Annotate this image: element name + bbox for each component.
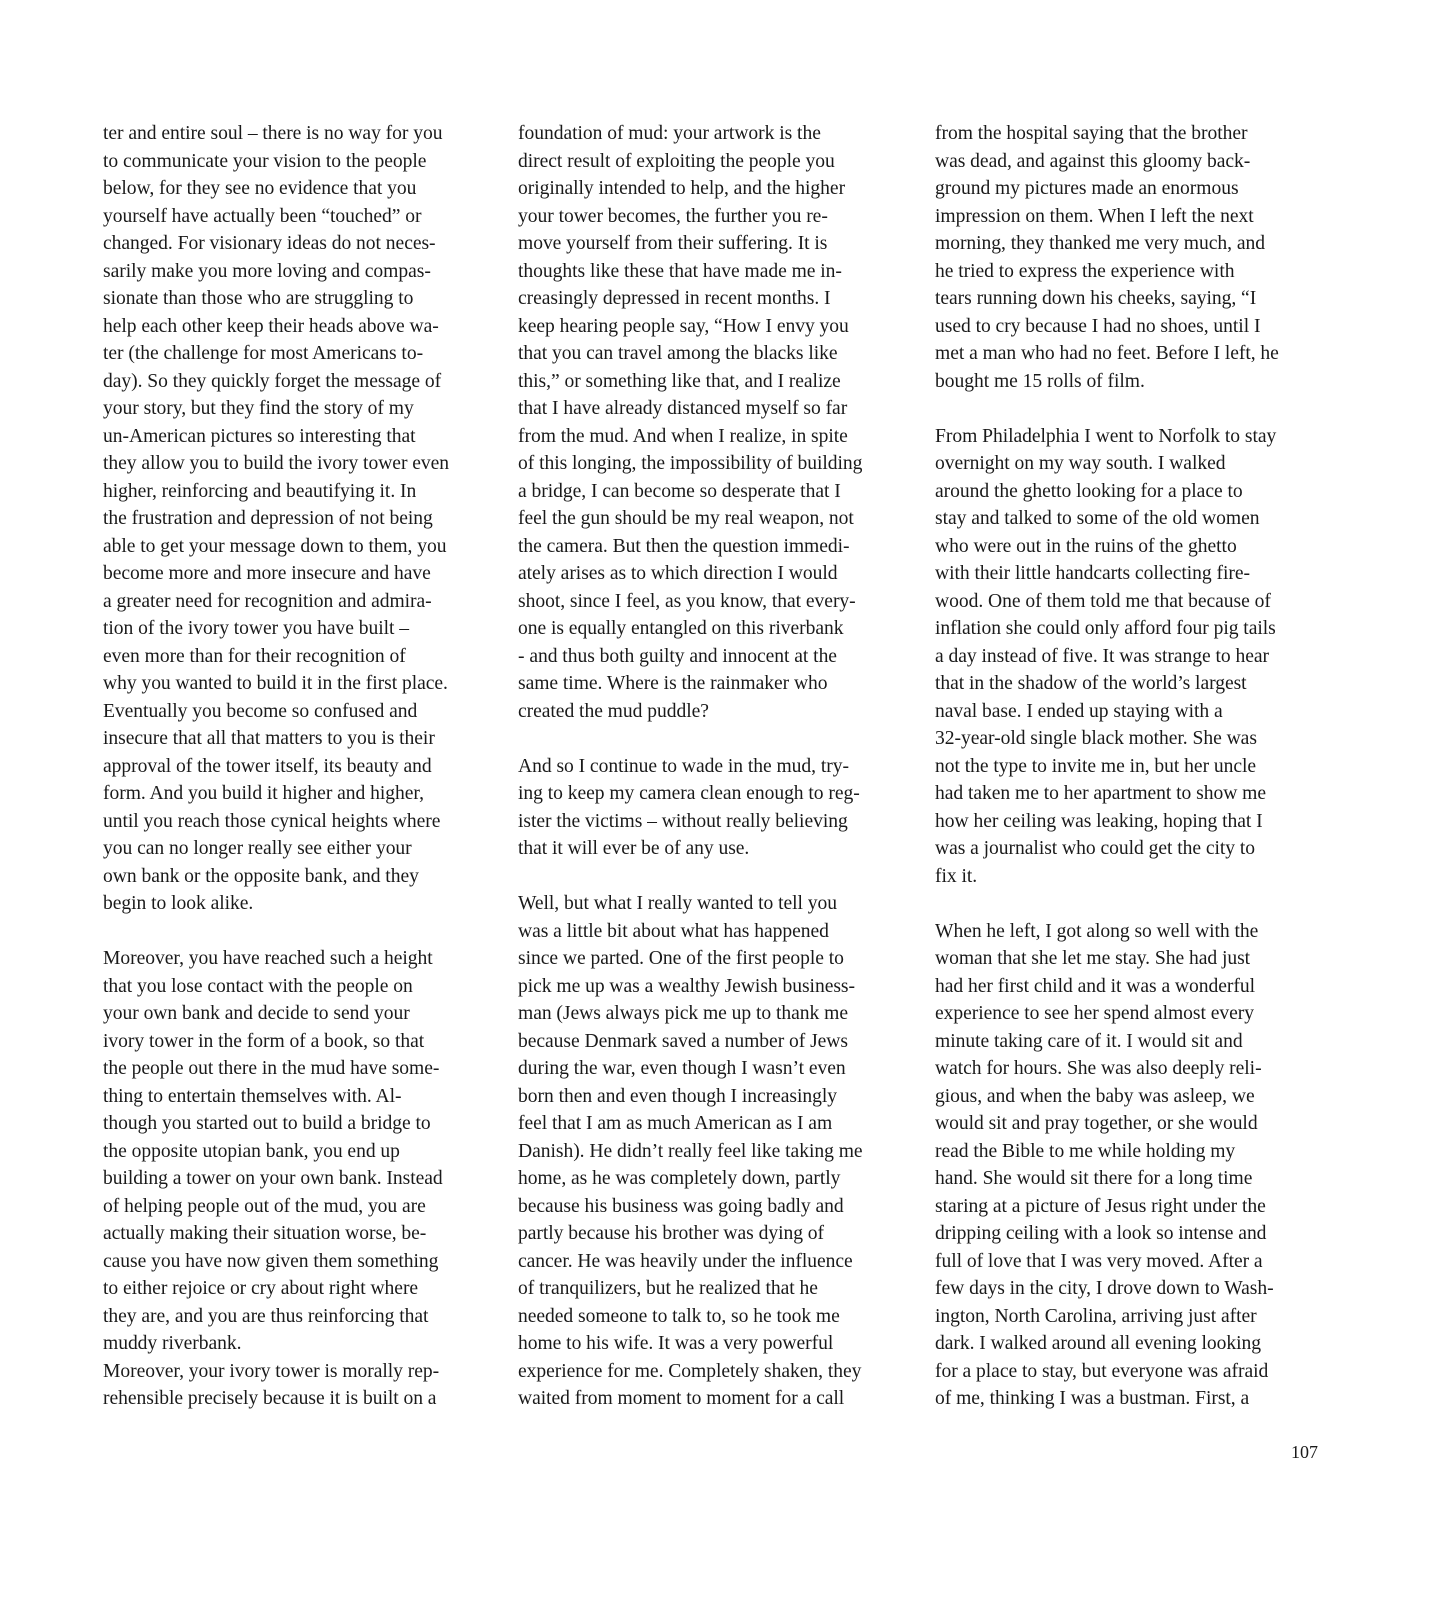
text-line: tears running down his cheeks, saying, “I: [935, 288, 1257, 309]
text-line: cause you have now given them something: [103, 1250, 439, 1272]
text-line: for a place to stay, but everyone was afraid: [935, 1360, 1269, 1382]
text-line: ately arises as to which direction I would: [518, 563, 838, 584]
text-line: since we parted. One of the first people to: [518, 948, 844, 969]
text-line: hand. She would sit there for a long time: [935, 1168, 1253, 1189]
text-line: building a tower on your own bank. Instead: [103, 1168, 443, 1189]
text-line: fix it.: [935, 865, 978, 887]
text-line: rehensible precisely because it is built on a: [103, 1388, 437, 1409]
text-line: had her first child and it was a wonderful: [935, 975, 1256, 997]
text-line: wood. One of them told me that because of: [935, 590, 1271, 612]
text-line: a greater need for recognition and admira-: [103, 590, 432, 612]
text-line: thoughts like these that have made me in-: [518, 260, 842, 282]
text-line: ivory tower in the form of a book, so that: [103, 1030, 425, 1052]
text-line: below, for they see no evidence that you: [103, 178, 417, 199]
text-line: he tried to express the experience with: [935, 260, 1235, 282]
text-line: waited from moment to moment for a call: [518, 1388, 845, 1409]
text-line: a bridge, I can become so desperate that I: [518, 480, 841, 502]
text-line: of helping people out of the mud, you are: [103, 1195, 426, 1217]
text-line: from the mud. And when I realize, in spite: [518, 425, 848, 447]
text-line: to communicate your vision to the people: [103, 150, 427, 172]
text-line: Moreover, your ivory tower is morally rep-: [103, 1360, 440, 1382]
text-line: cancer. He was heavily under the influence: [518, 1250, 853, 1272]
text-line: was a little bit about what has happened: [518, 920, 829, 942]
text-line: the opposite utopian bank, you end up: [103, 1140, 400, 1162]
text-line: that you lose contact with the people on: [103, 975, 413, 997]
text-line: direct result of exploiting the people you: [518, 150, 835, 172]
paragraph: [935, 918, 1335, 1413]
text-line: originally intended to help, and the higher: [518, 178, 846, 199]
text-line: who were out in the ruins of the ghetto: [935, 535, 1237, 557]
text-line: higher, reinforcing and beautifying it. In: [103, 480, 417, 502]
text-line: man (Jews always pick me up to thank me: [518, 1003, 848, 1024]
text-line: around the ghetto looking for a place to: [935, 480, 1243, 502]
text-line: would sit and pray together, or she would: [935, 1113, 1258, 1134]
text-column-3: [935, 120, 1335, 1413]
text-line: of this longing, the impossibility of building: [518, 453, 863, 474]
text-line: they allow you to build the ivory tower even: [103, 453, 450, 474]
text-line: your own bank and decide to send your: [103, 1003, 410, 1024]
text-line: met a man who had no feet. Before I left, he: [935, 343, 1279, 364]
text-line: Danish). He didn’t really feel like taking me: [518, 1140, 863, 1162]
paragraph: [518, 890, 918, 1413]
paragraph: [103, 120, 503, 918]
text-line: overnight on my way south. I walked: [935, 453, 1226, 474]
text-line: From Philadelphia I went to Norfolk to stay: [935, 425, 1277, 447]
text-line: because his business was going badly and: [518, 1195, 844, 1217]
text-line: you can no longer really see either your: [103, 838, 412, 859]
text-line: home, as he was completely down, partly: [518, 1168, 841, 1189]
text-line: how her ceiling was leaking, hoping that I: [935, 810, 1263, 832]
text-line: full of love that I was very moved. After a: [935, 1250, 1263, 1272]
text-line: And so I continue to wade in the mud, try-: [518, 755, 849, 777]
paragraph: [935, 423, 1335, 891]
text-line: that in the shadow of the world’s largest: [935, 673, 1247, 694]
text-line: Eventually you become so confused and: [103, 700, 418, 722]
text-line: day). So they quickly forget the message of: [103, 370, 442, 392]
paragraph: [518, 120, 918, 725]
text-line: creasingly depressed in recent months. I: [518, 288, 831, 309]
text-line: to either rejoice or cry about right where: [103, 1278, 419, 1299]
text-line: gious, and when the baby was asleep, we: [935, 1085, 1255, 1107]
text-column-1: [103, 120, 503, 1413]
text-line: woman that she let me stay. She had just: [935, 948, 1251, 969]
text-line: was dead, and against this gloomy back-: [935, 150, 1251, 172]
text-line: though you started out to build a bridge to: [103, 1113, 431, 1134]
text-line: - and thus both guilty and innocent at the: [518, 645, 837, 667]
text-line: thing to entertain themselves with. Al-: [103, 1085, 402, 1107]
text-line: watch for hours. She was also deeply reli-: [935, 1058, 1262, 1079]
text-line: a day instead of five. It was strange to hear: [935, 645, 1269, 667]
text-line: begin to look alike.: [103, 893, 254, 914]
text-line: own bank or the opposite bank, and they: [103, 865, 419, 887]
page-number: 107: [1291, 1442, 1318, 1462]
text-line: ister the victims – without really believing: [518, 810, 848, 832]
text-line: sarily make you more loving and compas-: [103, 260, 431, 282]
text-line: created the mud puddle?: [518, 700, 709, 722]
text-line: during the war, even though I wasn’t even: [518, 1058, 846, 1079]
text-line: of me, thinking I was a bustman. First, a: [935, 1388, 1250, 1409]
text-line: approval of the tower itself, its beauty and: [103, 755, 432, 777]
text-line: ter and entire soul – there is no way for you: [103, 123, 443, 144]
text-line: because Denmark saved a number of Jews: [518, 1030, 848, 1052]
text-line: even more than for their recognition of: [103, 645, 406, 667]
text-line: bought me 15 rolls of film.: [935, 370, 1145, 392]
paragraph: [518, 753, 918, 863]
text-line: of tranquilizers, but he realized that he: [518, 1278, 818, 1299]
text-line: actually making their situation worse, be-: [103, 1223, 427, 1244]
paragraph: [103, 1358, 503, 1413]
text-line: that you can travel among the blacks like: [518, 343, 838, 364]
text-line: pick me up was a wealthy Jewish business-: [518, 975, 855, 997]
text-line: Well, but what I really wanted to tell you: [518, 893, 837, 914]
text-line: sionate than those who are struggling to: [103, 288, 414, 309]
text-line: with their little handcarts collecting fire-: [935, 563, 1250, 584]
text-line: ter (the challenge for most Americans to-: [103, 343, 424, 364]
text-line: insecure that all that matters to you is their: [103, 728, 435, 749]
text-line: impression on them. When I left the next: [935, 205, 1254, 227]
text-line: born then and even though I increasingly: [518, 1085, 838, 1107]
text-line: Moreover, you have reached such a height: [103, 948, 433, 969]
text-line: keep hearing people say, “How I envy you: [518, 315, 849, 337]
text-line: few days in the city, I drove down to Wash-: [935, 1278, 1274, 1299]
text-line: the frustration and depression of not being: [103, 508, 433, 529]
text-line: they are, and you are thus reinforcing that: [103, 1305, 429, 1327]
text-line: minute taking care of it. I would sit and: [935, 1030, 1243, 1052]
text-line: move yourself from their suffering. It is: [518, 233, 828, 254]
text-line: was a journalist who could get the city to: [935, 838, 1256, 859]
text-line: why you wanted to build it in the first place.: [103, 673, 448, 694]
text-line: un-American pictures so interesting that: [103, 425, 416, 447]
text-line: morning, they thanked me very much, and: [935, 233, 1265, 254]
text-line: foundation of mud: your artwork is the: [518, 123, 821, 144]
text-line: naval base. I ended up staying with a: [935, 700, 1223, 722]
text-line: read the Bible to me while holding my: [935, 1140, 1236, 1162]
text-line: muddy riverbank.: [103, 1333, 242, 1354]
text-line: used to cry because I had no shoes, until I: [935, 315, 1261, 337]
text-line: not the type to invite me in, but her uncle: [935, 755, 1257, 777]
text-line: 32-year-old single black mother. She was: [935, 728, 1257, 749]
text-line: your story, but they find the story of my: [103, 398, 414, 419]
text-line: this,” or something like that, and I realize: [518, 370, 841, 392]
text-line: dark. I walked around all evening looking: [935, 1333, 1262, 1354]
text-line: become more and more insecure and have: [103, 563, 431, 584]
text-line: had taken me to her apartment to show me: [935, 783, 1266, 804]
text-line: that I have already distanced myself so far: [518, 398, 848, 419]
text-line: home to his wife. It was a very powerful: [518, 1333, 834, 1354]
paragraph: [935, 120, 1335, 395]
text-line: When he left, I got along so well with the: [935, 920, 1259, 942]
text-line: one is equally entangled on this riverbank: [518, 618, 844, 639]
text-line: experience to see her spend almost every: [935, 1003, 1254, 1024]
text-line: changed. For visionary ideas do not neces-: [103, 233, 436, 254]
text-line: the people out there in the mud have some-: [103, 1058, 440, 1079]
text-line: able to get your message down to them, you: [103, 535, 447, 557]
text-line: yourself have actually been “touched” or: [103, 205, 422, 227]
text-line: from the hospital saying that the brother: [935, 123, 1248, 144]
text-line: feel the gun should be my real weapon, not: [518, 508, 854, 529]
text-line: until you reach those cynical heights where: [103, 810, 441, 832]
text-line: experience for me. Completely shaken, they: [518, 1360, 862, 1382]
text-line: ground my pictures made an enormous: [935, 178, 1239, 199]
text-line: shoot, since I feel, as you know, that every-: [518, 590, 856, 612]
text-line: needed someone to talk to, so he took me: [518, 1305, 840, 1327]
text-line: help each other keep their heads above wa-: [103, 315, 439, 337]
text-line: the camera. But then the question immedi-: [518, 535, 850, 557]
text-line: partly because his brother was dying of: [518, 1223, 825, 1244]
text-line: tion of the ivory tower you have built –: [103, 618, 409, 639]
text-line: staring at a picture of Jesus right under the: [935, 1195, 1266, 1217]
text-line: dripping ceiling with a look so intense and: [935, 1223, 1267, 1244]
text-line: ing to keep my camera clean enough to reg-: [518, 783, 860, 804]
text-line: same time. Where is the rainmaker who: [518, 673, 828, 694]
paragraph: [103, 945, 503, 1358]
text-line: inflation she could only afford four pig tails: [935, 618, 1276, 639]
text-line: ington, North Carolina, arriving just after: [935, 1305, 1257, 1327]
text-column-2: [518, 120, 918, 1413]
text-line: form. And you build it higher and higher,: [103, 783, 424, 804]
text-line: stay and talked to some of the old women: [935, 508, 1260, 529]
text-line: feel that I am as much American as I am: [518, 1113, 833, 1134]
text-line: that it will ever be of any use.: [518, 838, 750, 859]
text-line: your tower becomes, the further you re-: [518, 205, 828, 227]
